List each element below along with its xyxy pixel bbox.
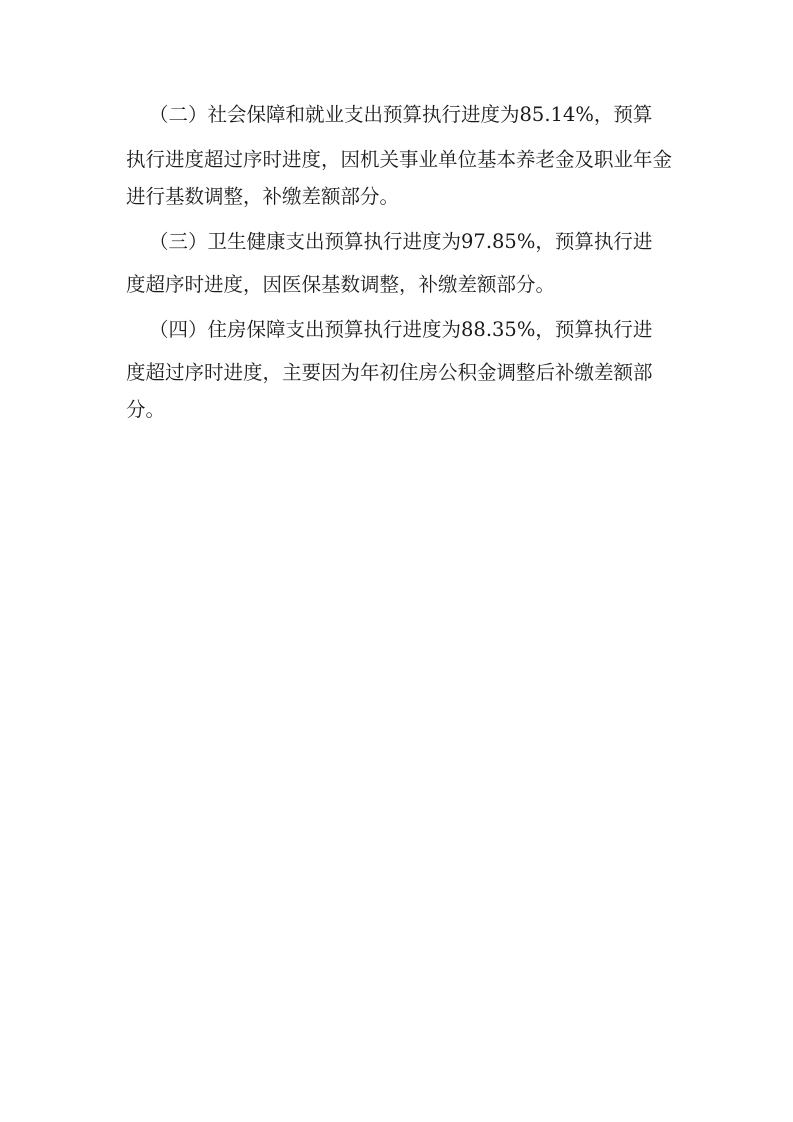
paragraph-1-line-2: 执行进度超过序时进度，因机关事业单位基本养老金及职业年金 xyxy=(126,148,673,171)
paragraph-3-line-2: 度超过序时进度，主要因为年初住房公积金调整后补缴差额部 xyxy=(126,361,653,384)
paragraph-3-line-3: 分。 xyxy=(126,398,166,421)
paragraph-1-line-3: 进行基数调整，补缴差额部分。 xyxy=(126,185,400,208)
paragraph-2-line-2: 度超序时进度，因医保基数调整，补缴差额部分。 xyxy=(126,273,556,296)
paragraph-1-line-1: （二）社会保障和就业支出预算执行进度为85.14%，预算 xyxy=(149,103,653,126)
paragraph-2-line-1: （三）卫生健康支出预算执行进度为97.85%，预算执行进 xyxy=(149,230,653,253)
paragraph-3-line-1: （四）住房保障支出预算执行进度为88.35%，预算执行进 xyxy=(149,318,653,341)
